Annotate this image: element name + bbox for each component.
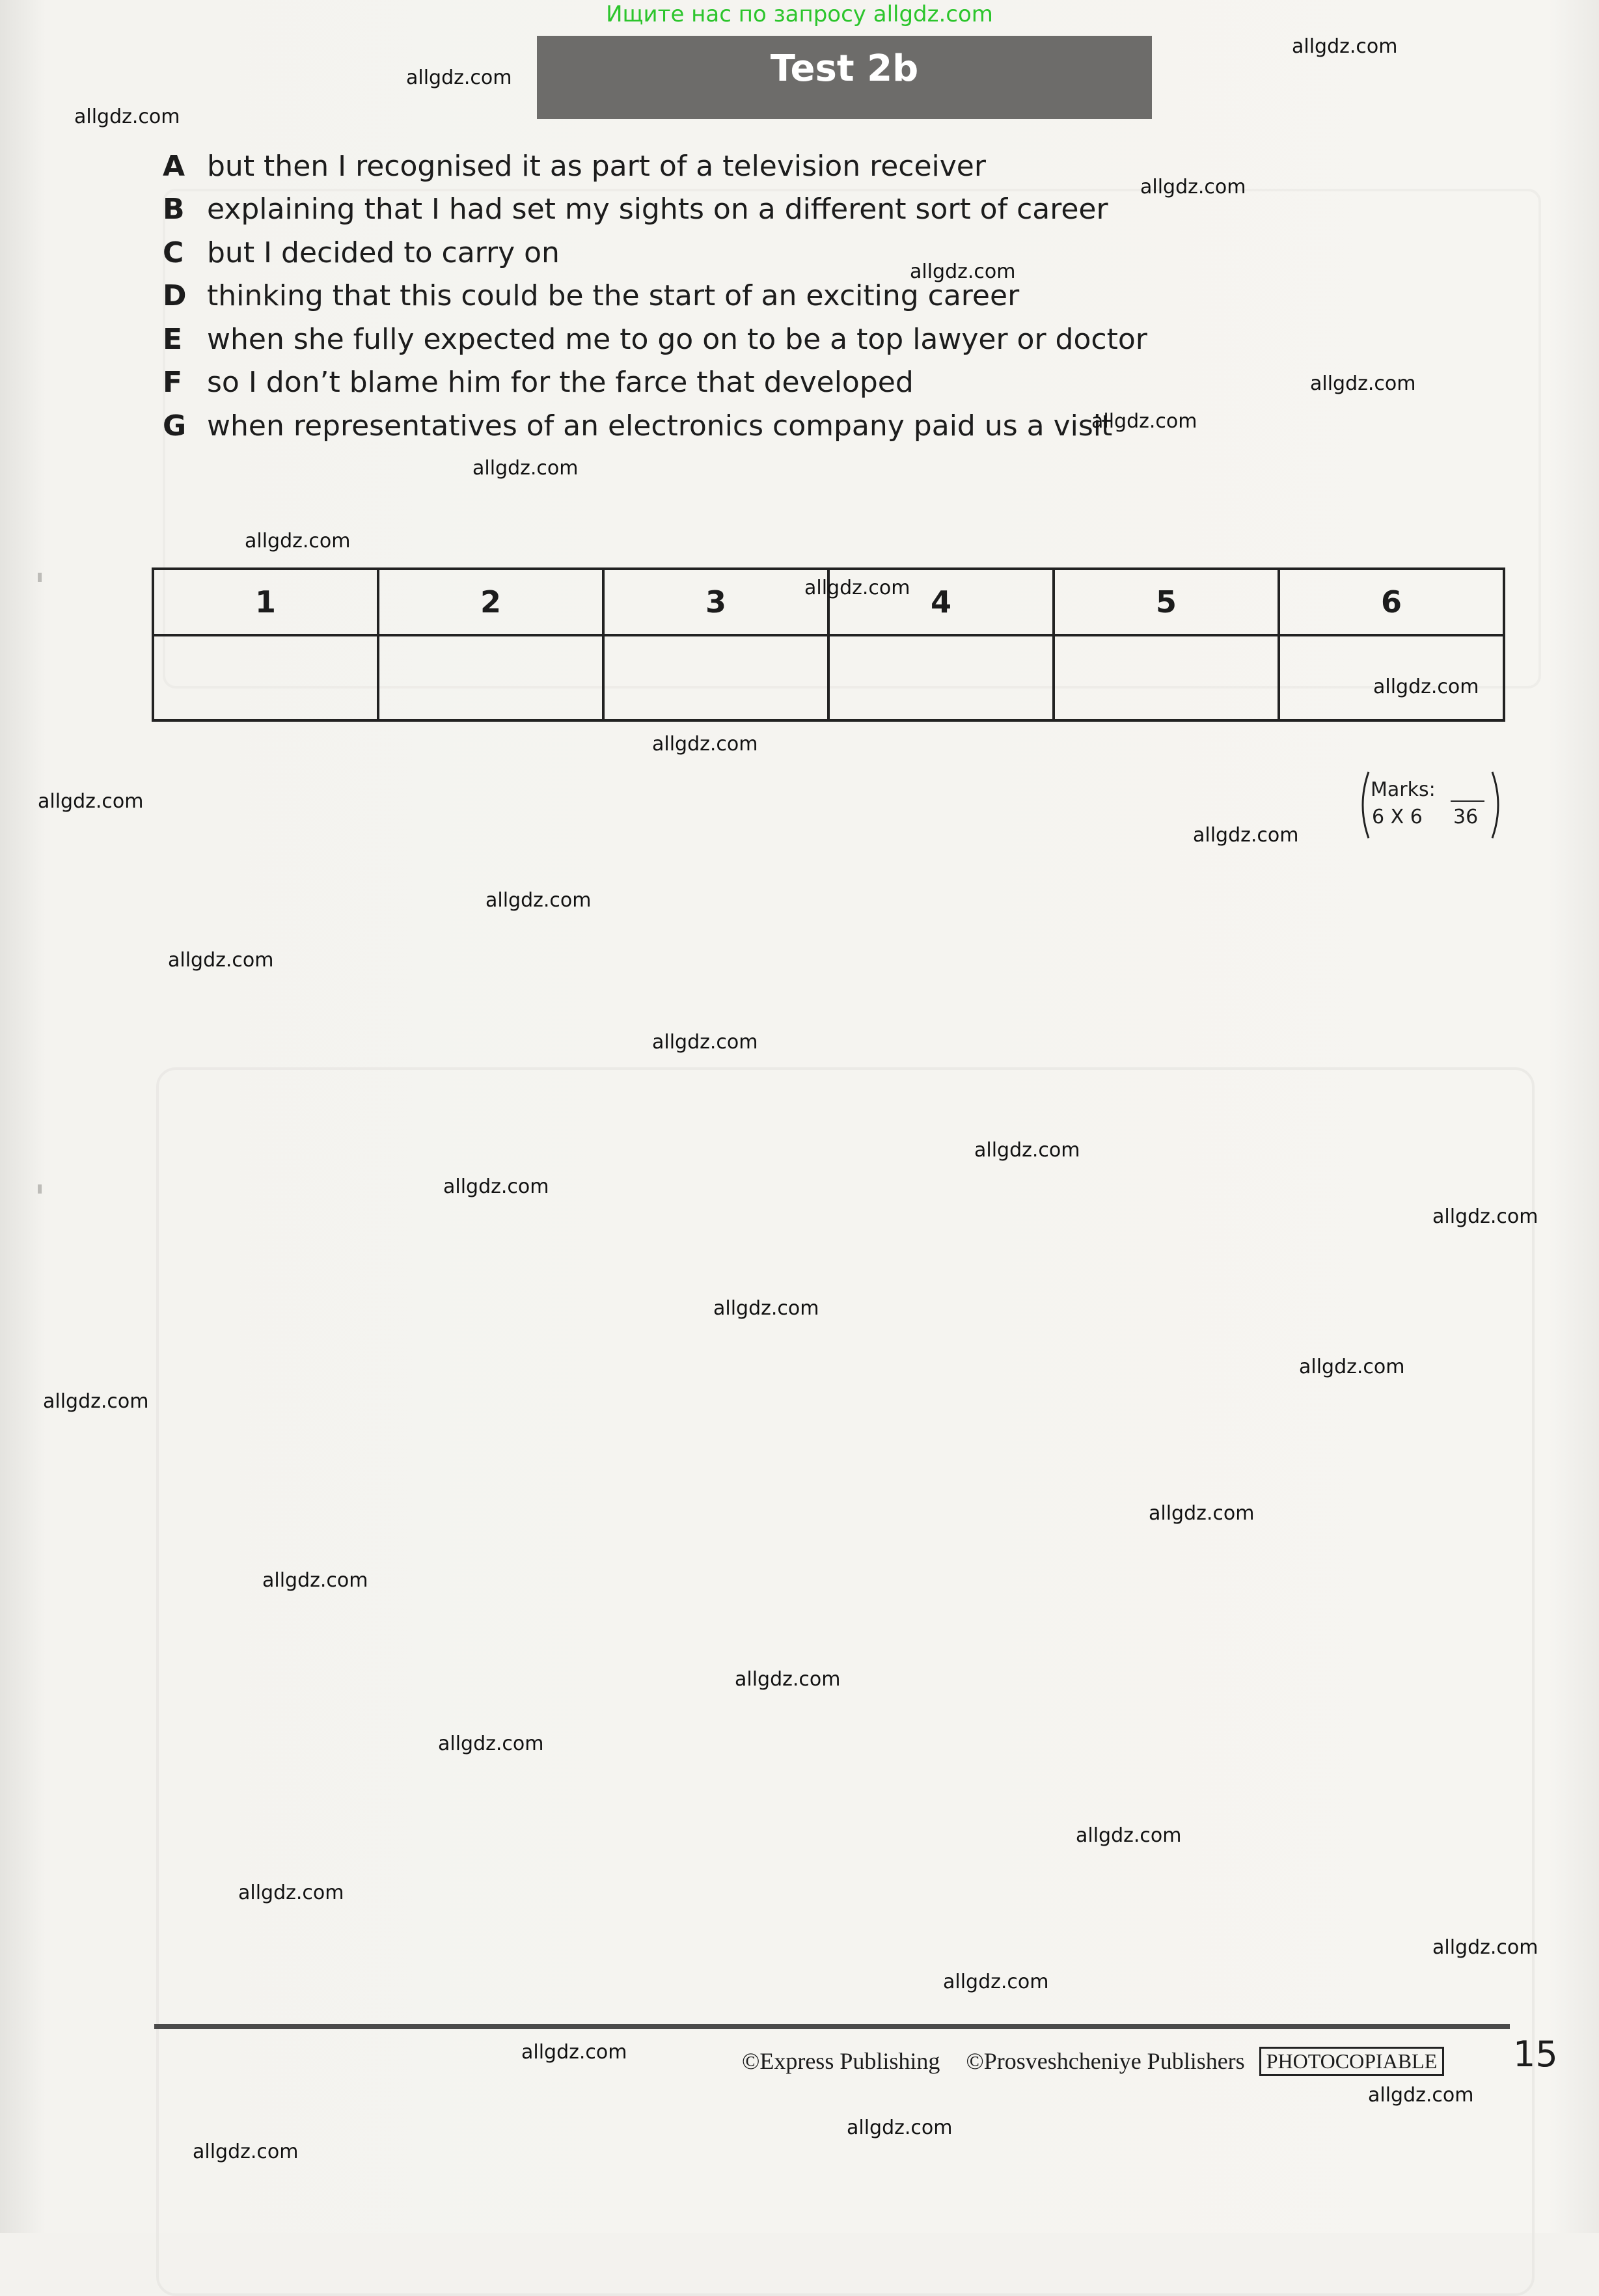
watermark-text: allgdz.com [406,66,512,89]
binding-mark [38,573,42,582]
marks-box [1356,769,1505,841]
watermark-text: allgdz.com [1193,824,1299,847]
option-e [163,318,1269,361]
watermark-text: allgdz.com [974,1139,1080,1162]
watermark-text: allgdz.com [652,1031,758,1054]
watermark-text: allgdz.com [193,2140,299,2163]
watermark-text: allgdz.com [74,105,180,128]
watermark-text: allgdz.com [472,457,579,480]
column-header-5: 5 [1054,569,1279,635]
watermark-text: allgdz.com [1091,410,1197,433]
options-list [163,144,1269,448]
answer-cell-1[interactable] [153,635,378,720]
watermark-text: allgdz.com [735,1668,841,1691]
option-text: when she fully expected me to go on to be a top lawyer or doctor [207,322,1147,356]
column-header-6: 6 [1279,569,1504,635]
option-text: but then I recognised it as part of a television receiver [207,149,986,183]
option-text: but I decided to carry on [207,236,560,269]
answer-row [153,635,1504,720]
option-text: when representatives of an electronics company paid us a visit [207,409,1113,443]
watermark-text: allgdz.com [1432,1936,1538,1959]
option-b [163,188,1269,232]
bleed-through-frame [156,1067,1535,2296]
option-letter: F [163,366,183,400]
column-header-1: 1 [153,569,378,635]
answer-cell-4[interactable] [828,635,1054,720]
marks-total-line [1451,800,1484,802]
option-text: thinking that this could be the start of an exciting career [207,279,1020,313]
watermark-text: allgdz.com [43,1390,149,1413]
marks-formula: 6 X 6 [1372,806,1423,828]
watermark-text: allgdz.com [713,1297,819,1320]
option-a [163,144,1269,188]
watermark-text: allgdz.com [1292,35,1398,58]
watermark-text: allgdz.com [804,577,910,599]
option-d [163,275,1269,318]
copyright-express: ©Express Publishing [742,2048,940,2074]
watermark-text: allgdz.com [1299,1356,1405,1378]
watermark-text: allgdz.com [1149,1502,1255,1525]
watermark-text: allgdz.com [1373,676,1479,698]
option-letter: E [163,322,183,356]
option-letter: B [163,193,185,226]
column-header-3: 3 [603,569,828,635]
watermark-text: allgdz.com [245,530,351,553]
test-header [537,36,1152,119]
footer [742,2043,1444,2079]
option-text: explaining that I had set my sights on a different sort of career [207,193,1108,226]
option-letter: A [163,149,185,183]
option-text: so I don’t blame him for the farce that developed [207,366,914,400]
watermark-text: allgdz.com [847,2116,953,2139]
watermark-text: allgdz.com [1368,2084,1474,2107]
watermark-text: allgdz.com [910,260,1016,283]
binding-mark [38,1184,42,1194]
option-f [163,361,1269,405]
watermark-text: allgdz.com [443,1175,549,1198]
watermark-text: allgdz.com [943,1971,1049,1993]
watermark-text: allgdz.com [1432,1205,1538,1228]
marks-label: Marks: [1371,778,1436,801]
watermark-text: allgdz.com [1140,176,1246,198]
footer-rule [154,2024,1510,2029]
column-header-4: 4 [828,569,1054,635]
watermark-text: allgdz.com [168,949,274,972]
watermark-text: allgdz.com [485,889,592,912]
option-letter: G [163,409,187,443]
watermark-text: allgdz.com [438,1732,544,1755]
answer-cell-3[interactable] [603,635,828,720]
option-letter: D [163,279,187,313]
marks-total: 36 [1453,806,1479,828]
top-banner[interactable]: Ищите нас по запросу allgdz.com [606,1,993,27]
test-title: Test 2b [770,48,919,90]
option-letter: C [163,236,184,269]
photocopiable-badge: PHOTOCOPIABLE [1259,2047,1445,2076]
watermark-text: allgdz.com [262,1569,368,1592]
watermark-text: allgdz.com [1310,372,1416,395]
watermark-text: allgdz.com [238,1881,344,1904]
column-header-2: 2 [378,569,603,635]
page-number: 15 [1513,2034,1558,2075]
watermark-text: allgdz.com [521,2041,627,2064]
answer-cell-5[interactable] [1054,635,1279,720]
copyright-prosveshcheniye: ©Prosveshcheniye Publishers [966,2048,1245,2074]
answer-cell-2[interactable] [378,635,603,720]
watermark-text: allgdz.com [652,733,758,756]
watermark-text: allgdz.com [1076,1824,1182,1847]
watermark-text: allgdz.com [38,790,144,813]
option-c [163,231,1269,275]
